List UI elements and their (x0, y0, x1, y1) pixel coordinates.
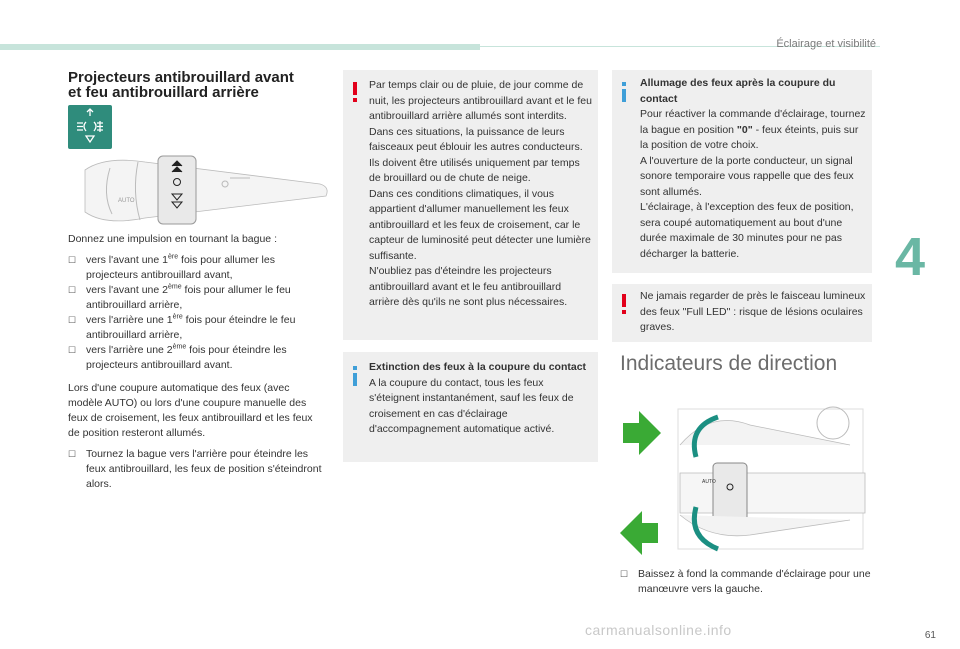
fog-auto-paragraph: Lors d'une coupure automatique des feux (avec modèle AUTO) ou lors d'une coupure manuelle des feux de croisement, les feux antibrouillard et les feux de position resteront allumés. (68, 382, 313, 439)
section-title: Éclairage et visibilité (776, 38, 876, 50)
fog-title-line1: Projecteurs antibrouillard avant (68, 69, 294, 86)
info-allumage-p1b: "0" (736, 123, 753, 136)
info-allumage-p3: L'éclairage, à l'exception des feux de position, sera coupé automatiquement au bout d'une durée maximale de 30 minutes pour ne pas décharger la batterie. (640, 201, 854, 260)
down-arrow-icon (620, 511, 658, 555)
page-number: 61 (924, 630, 936, 641)
warning-exclamation-icon (620, 294, 628, 314)
warning-box-led (612, 284, 872, 342)
info-icon (351, 366, 359, 386)
fog-lights-instructions (68, 232, 326, 492)
fog-bullet (68, 313, 326, 343)
info-allumage-title: Allumage des feux après la coupure du contact (640, 77, 836, 105)
checkbox-bullet-icon: ☐ (620, 569, 629, 579)
watermark: carmanualsonline.info (585, 622, 732, 638)
info-allumage-p1a: Pour réactiver la commande d'éclairage, tournez la bague en position (640, 108, 866, 136)
info-extinction-body: A la coupure du contact, tous les feux s'éteignent instantanément, sauf les feux de croisement en cas d'éclairage d'accompagnement automatique activé. (369, 376, 574, 435)
fog-bullet-text: vers l'avant une 1ère fois pour allumer les projecteurs antibrouillard avant, (86, 253, 275, 281)
checkbox-bullet-icon: ☐ (68, 449, 77, 459)
fog-bullet-list (68, 253, 326, 373)
fog-auto-bullet-text: Tournez la bague vers l'arrière pour éteindre les feux antibrouillard, les feux de position s'éteindront alors. (86, 448, 322, 490)
fog-bullet (68, 253, 326, 283)
fog-lights-heading (68, 70, 330, 100)
info-box-allumage (612, 70, 872, 273)
checkbox-bullet-icon: ☐ (68, 255, 77, 265)
turn-bullet (620, 567, 888, 597)
fog-bullet (68, 283, 326, 313)
fog-intro: Donnez une impulsion en tournant la bague : (68, 233, 277, 245)
info-icon (620, 82, 628, 102)
stalk-auto-label: AUTO (118, 198, 135, 204)
fog-title-line2: et feu antibrouillard arrière (68, 84, 259, 101)
fog-bullet (68, 343, 326, 373)
info-box-extinction (343, 352, 598, 462)
turn-signals-title: Indicateurs de direction (620, 352, 838, 375)
header-accent-bar (0, 44, 480, 50)
fog-bullet-text: vers l'avant une 2ème fois pour allumer le feu antibrouillard arrière, (86, 283, 291, 311)
warning-box-fog (343, 70, 598, 340)
fog-light-stalk-illustration (80, 150, 330, 232)
info-allumage-p2: A l'ouverture de la porte conducteur, un signal sonore temporaire vous rappelle que des feux sont allumés. (640, 154, 854, 198)
chapter-number: 4 (895, 227, 926, 287)
info-allumage-p1c: - feux éteints, puis sur la position de votre choix. (640, 123, 859, 151)
turn-signal-illustration (618, 395, 868, 560)
info-extinction-title: Extinction des feux à la coupure du contact (369, 361, 587, 373)
checkbox-bullet-icon: ☐ (68, 285, 77, 295)
warning-fog-p1: Par temps clair ou de pluie, de jour comme de nuit, les projecteurs antibrouillard avant et le feu antibrouillard arrière allumés sont interdits. Dans ces situations, la puissance de leurs faisceaux peut éblouir les autres conducteurs. Ils doivent être utilisés uniquement par temps de brouillard ou de chute de neige. (369, 79, 592, 184)
fog-auto-bullet (68, 447, 326, 492)
warning-exclamation-icon (351, 82, 359, 102)
fog-bullet-text: vers l'arrière une 2ème fois pour éteindre les projecteurs antibrouillard avant. (86, 343, 287, 371)
fog-bullet-text: vers l'arrière une 1ère fois pour éteindre le feu antibrouillard arrière, (86, 313, 296, 341)
warning-fog-p3: N'oubliez pas d'éteindre les projecteurs antibrouillard avant et le feu antibrouillard arrière dès qu'ils ne sont plus nécessaires. (369, 265, 568, 308)
warning-fog-p2: Dans ces conditions climatiques, il vous appartient d'allumer manuellement les feux antibrouillard et les feux de croisement, car le capteur de luminosité peut détecter une lumière suffisante. (369, 187, 591, 262)
checkbox-bullet-icon: ☐ (68, 315, 77, 325)
up-arrow-icon (623, 411, 661, 455)
info-allumage-p1 (640, 107, 868, 154)
fog-light-icon (68, 105, 112, 149)
turn-bullet-text: Baissez à fond la commande d'éclairage pour une manœuvre vers la gauche. (638, 568, 871, 595)
checkbox-bullet-icon: ☐ (68, 345, 77, 355)
warning-led-body: Ne jamais regarder de près le faisceau lumineux des feux "Full LED" : risque de lésions oculaires graves. (640, 290, 866, 333)
turn-stalk-auto-label: AUTO (702, 479, 716, 485)
